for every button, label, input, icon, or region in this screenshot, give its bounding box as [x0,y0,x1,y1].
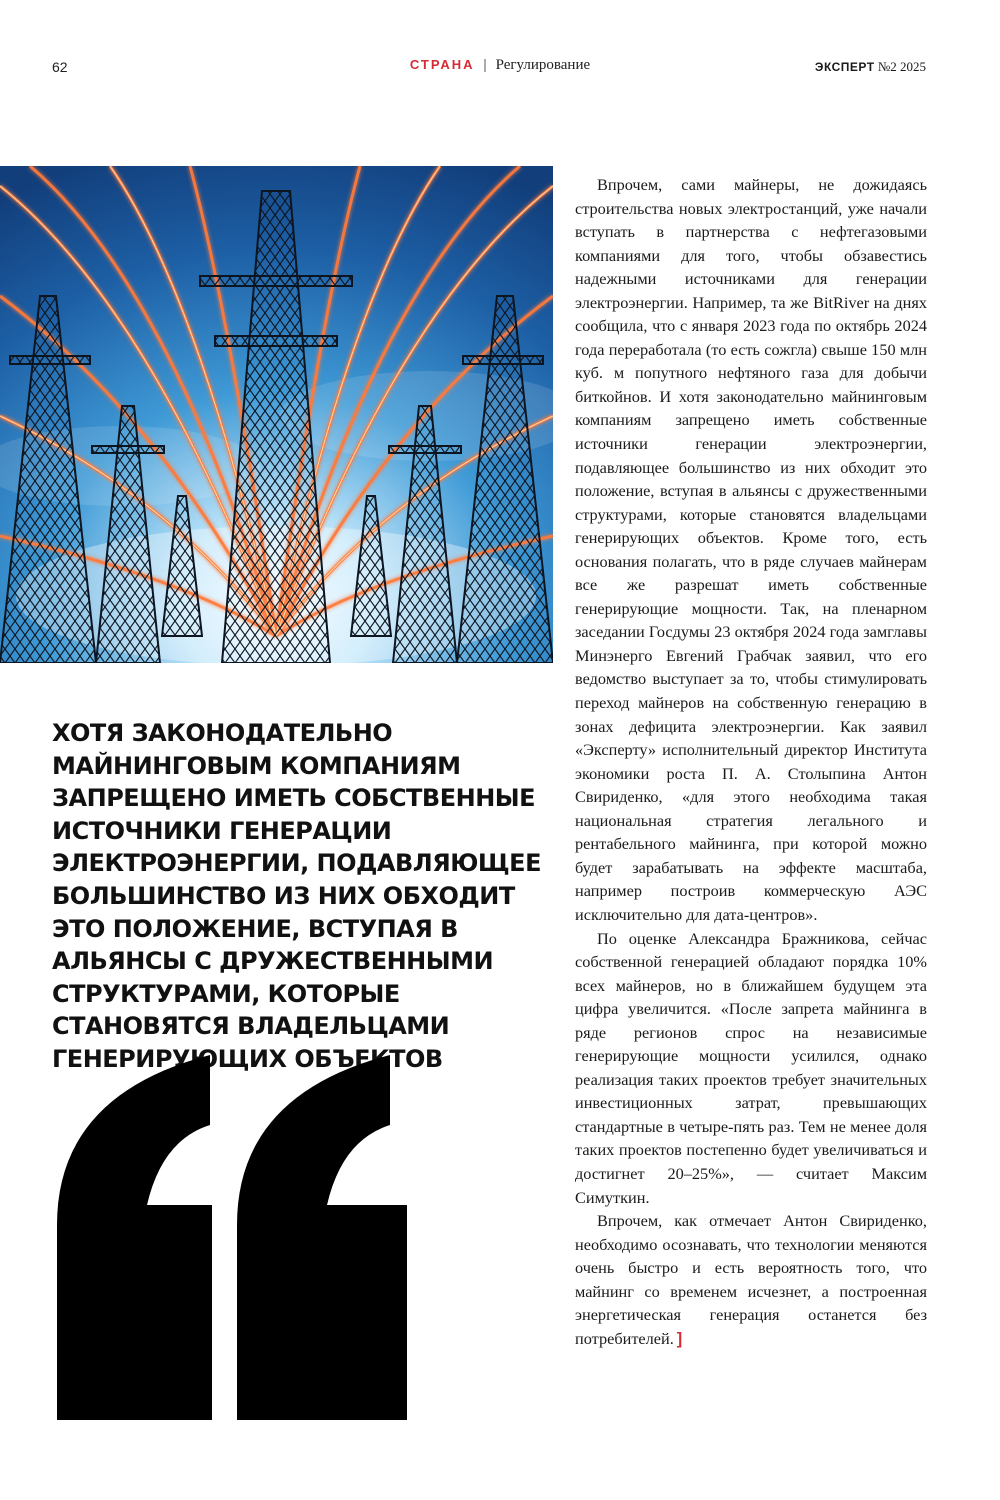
magazine-issue [815,59,926,75]
header-separator: | [483,57,487,73]
pull-quote: ХОТЯ ЗАКОНОДАТЕЛЬНО МАЙНИНГОВЫМ КОМПАНИЯМ ЗАПРЕЩЕНО ИМЕТЬ СОБСТВЕННЫЕ ИСТОЧНИКИ ГЕНЕРАЦИИ ЭЛЕКТРОЭНЕРГИИ, ПОДАВЛЯЮЩЕЕ БОЛЬШИНСТВО ИЗ НИХ ОБХОДИТ ЭТО ПОЛОЖЕНИЕ, ВСТУПАЯ В АЛЬЯНСЫ С ДРУЖЕСТВЕННЫМИ СТРУКТУРАМИ, КОТОРЫЕ СТАНОВЯТСЯ ВЛАДЕЛЬЦАМИ ГЕНЕРИРУЮЩИХ ОБЪЕКТОВ [52,719,541,1073]
end-mark-icon: ] [676,1329,683,1348]
quote-mark-icon [52,1055,412,1420]
section-name: СТРАНА [409,57,475,72]
issue-number: №2 2025 [877,59,926,74]
article-paragraph-3 [575,1209,927,1351]
article-body [575,173,927,1351]
article-paragraph-1: Впрочем, сами майнеры, не дожидаясь строительства новых электростанций, уже начали вступать в партнерства с нефтегазовыми компаниями для того, чтобы обзавестись надежными источниками для генерации электроэнергии. Например, та же BitRiver на днях сообщила, что с января 2023 года по октябрь 2024 года переработала (то есть сожгла) свыше 150 млн куб. м попутного нефтяного газа для добычи биткойнов. И хотя законодательно майнинговым компаниям запрещено иметь собственные источники генерации электроэнергии, подавляющее большинство из них обходит это положение, вступая в альянсы с дружественными структурами, которые становятся владельцами генерирующих объектов. Кроме того, есть основания полагать, что в ряде случаев майнерам все же разрешат иметь собственные генерирующие мощности. Так, на пленарном заседании Госдумы 23 октября 2024 года замглавы Минэнерго Евгений Грабчак заявил, что его ведомство выступает за то, чтобы стимулировать переход майнеров на собственную генерацию в зонах дефицита электроэнергии. Как заявил «Эксперту» исполнительный директор Института экономики роста П. А. Столыпина Антон Свириденко, «для этого необходима такая национальная стратегия легального и рентабельного майнинга, при которой можно будет зарабатывать на эффекте масштаба, например построив коммерческую АЭС исключительно для дата-центров». [575,175,927,924]
article-paragraph-2: По оценке Александра Бражникова, сейчас собственной генерацией обладают порядка 10% всех майнеров, но в ближайшем будущем эта цифра увеличится. «После запрета майнинга в ряде регионов спрос на независимые генерирующие мощности усилился, однако реализация таких проектов требует значительных инвестиционных затрат, превышающих стандартные в четыре-пять раз. Тем не менее доля таких проектов постепенно будет увеличиваться и достигнет 20–25%», — считает Максим Симуткин. [575,928,927,1207]
article-paragraph-3-text: Впрочем, как отмечает Антон Свириденко, необходимо осознавать, что технологии меняются очень быстро и есть вероятность того, что майнинг со временем исчезнет, а построенная энергетическая генерация останется без потребителей. [575,1211,927,1348]
page-number: 62 [52,59,68,75]
power-lines-photo [0,166,553,663]
rubric-name: Регулирование [495,57,591,73]
magazine-name: ЭКСПЕРТ [814,60,875,74]
